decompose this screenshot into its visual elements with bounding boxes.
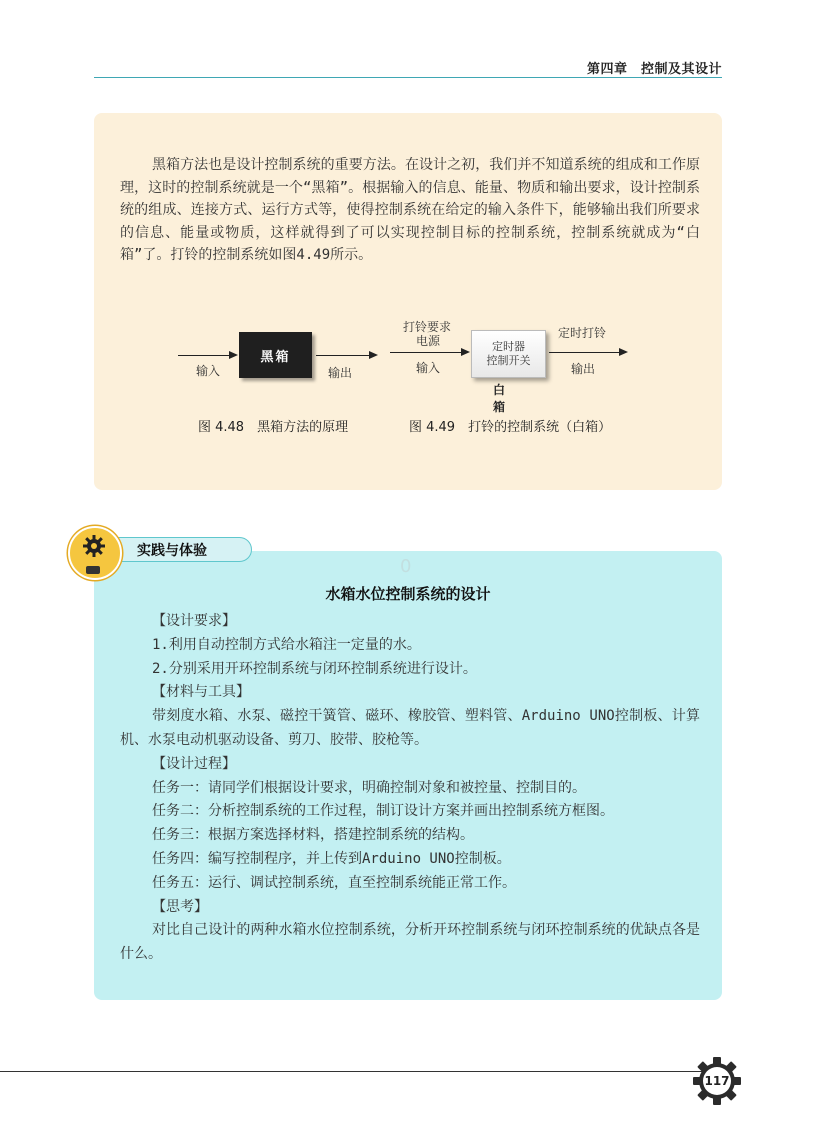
- output-top-label: 定时打铃: [558, 326, 607, 340]
- white-box: [471, 330, 546, 378]
- section-tab-label: 实践与体验: [137, 542, 207, 559]
- output-label: 输出: [571, 362, 596, 376]
- practice-line: 任务四：编写控制程序，并上传到Arduino UNO控制板。: [152, 850, 511, 867]
- header-rule: [94, 77, 722, 78]
- white-box-line-1: 定时器: [492, 340, 525, 353]
- top-input-label-2: 电源: [416, 334, 441, 348]
- page-number: 117: [704, 1074, 730, 1088]
- practice-line: 任务二：分析控制系统的工作过程，制订设计方案并画出控制系统方框图。: [152, 803, 614, 820]
- practice-content: [120, 610, 700, 967]
- faint-mark: 0: [400, 556, 412, 577]
- practice-line: 【设计过程】: [152, 755, 236, 772]
- practice-line: 任务三：根据方案选择材料，搭建控制系统的结构。: [152, 827, 474, 844]
- practice-line: 【材料与工具】: [152, 684, 250, 701]
- footer-rule: [0, 1071, 706, 1072]
- practice-line: 带刻度水箱、水泵、磁控干簧管、磁环、橡胶管、塑料管、Arduino UNO控制板、计算机、水泵电动机驱动设备、剪刀、胶带、胶枪等。: [120, 708, 700, 748]
- white-box-line-2: 控制开关: [486, 354, 531, 367]
- output-label: 输出: [328, 366, 353, 380]
- section-title: 水箱水位控制系统的设计: [325, 585, 491, 603]
- output-arrow-head: [369, 351, 378, 359]
- practice-line: 对比自己设计的两种水箱水位控制系统，分析开环控制系统与闭环控制系统的优缺点各是什么。: [120, 922, 700, 963]
- practice-line: 任务一：请同学们根据设计要求，明确控制对象和被控量、控制目的。: [152, 779, 586, 796]
- figure-caption: 图 4.49 打铃的控制系统（白箱）: [409, 420, 612, 435]
- input-arrow-head: [229, 351, 238, 359]
- output-arrow-line: [316, 355, 370, 356]
- input-arrow-line: [178, 355, 230, 356]
- practice-line: 【思考】: [152, 898, 208, 915]
- practice-line: 2.分别采用开环控制系统与闭环控制系统进行设计。: [152, 660, 477, 677]
- input-label: 输入: [196, 364, 221, 378]
- white-box-caption: 白箱: [493, 383, 506, 414]
- figure-caption: 图 4.48 黑箱方法的原理: [198, 420, 349, 435]
- gear-badge-base: [86, 566, 100, 574]
- input-arrow-line: [390, 352, 462, 353]
- output-arrow-head: [619, 348, 628, 356]
- gear-icon: [82, 534, 106, 558]
- output-arrow-line: [549, 352, 620, 353]
- practice-line: 任务五：运行、调试控制系统，直至控制系统能正常工作。: [152, 874, 516, 891]
- top-input-label: 打铃要求: [403, 320, 452, 334]
- chapter-header: 第四章 控制及其设计: [586, 62, 722, 77]
- input-arrow-head: [461, 348, 470, 356]
- black-box: 黑箱: [239, 332, 312, 378]
- practice-line: 【设计要求】: [152, 613, 236, 629]
- input-label: 输入: [416, 361, 441, 375]
- intro-paragraph: 黑箱方法也是设计控制系统的重要方法。在设计之初，我们并不知道系统的组成和工作原理，这时的控制系统就是一个“黑箱”。根据输入的信息、能量、物质和输出要求，设计控制系统的组成、连接方式、运行方式等，使得控制系统在给定的输入条件下，能够输出我们所要求的信息、能量或物质，这样就得到了可以实现控制目标的控制系统，控制系统就成为“白箱”了。打铃的控制系统如图4.49所示。: [120, 157, 700, 263]
- practice-line: 1.利用自动控制方式给水箱注一定量的水。: [152, 636, 421, 653]
